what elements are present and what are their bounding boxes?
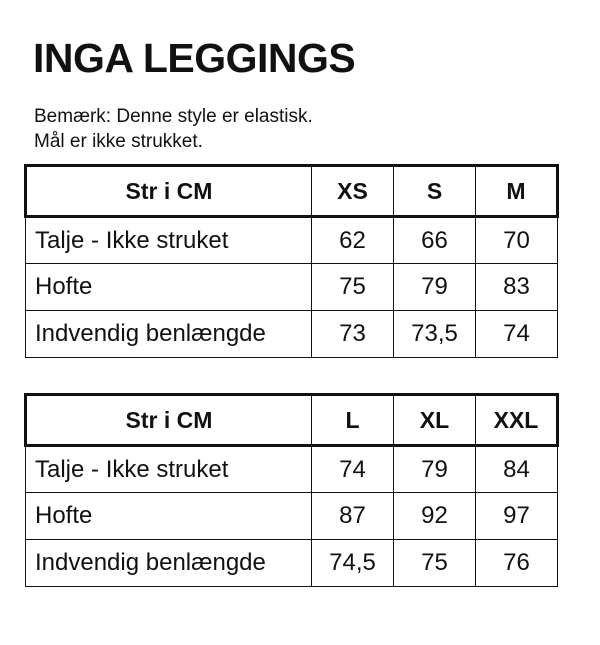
row-label: Indvendig benlængde [26,311,312,358]
measurement-cell: 92 [394,493,476,540]
page-title: INGA LEGGINGS [33,35,356,81]
measurement-cell: 74,5 [312,540,394,587]
table-row-hip [26,493,558,540]
measurement-cell: 84 [476,446,558,493]
measurement-cell: 79 [394,446,476,493]
header-label-cell: Str i CM [26,166,312,217]
measurement-cell: 75 [394,540,476,587]
header-size-xxl: XXL [476,395,558,446]
header-size-xl: XL [394,395,476,446]
measurement-cell: 73,5 [394,311,476,358]
measurement-cell: 87 [312,493,394,540]
row-label: Hofte [26,264,312,311]
row-label: Talje - Ikke struket [26,217,312,264]
unstretched-note: Mål er ikke strukket. [34,131,203,152]
header-size-l: L [312,395,394,446]
table-row-inseam [26,540,558,587]
measurement-cell: 73 [312,311,394,358]
measurement-cell: 70 [476,217,558,264]
table-header-row [26,395,558,446]
measurement-cell: 74 [312,446,394,493]
header-size-s: S [394,166,476,217]
measurement-cell: 75 [312,264,394,311]
table-row-waist [26,217,558,264]
size-table-small [24,164,559,358]
header-size-m: M [476,166,558,217]
row-label: Indvendig benlængde [26,540,312,587]
measurement-cell: 66 [394,217,476,264]
measurement-cell: 97 [476,493,558,540]
measurement-cell: 79 [394,264,476,311]
elastic-note: Bemærk: Denne style er elastisk. [34,106,313,127]
size-table-large [24,393,559,587]
measurement-cell: 62 [312,217,394,264]
measurement-cell: 76 [476,540,558,587]
table-row-waist [26,446,558,493]
row-label: Hofte [26,493,312,540]
table-row-inseam [26,311,558,358]
row-label: Talje - Ikke struket [26,446,312,493]
measurement-cell: 74 [476,311,558,358]
header-size-xs: XS [312,166,394,217]
measurement-cell: 83 [476,264,558,311]
table-row-hip [26,264,558,311]
header-label-cell: Str i CM [26,395,312,446]
table-header-row [26,166,558,217]
